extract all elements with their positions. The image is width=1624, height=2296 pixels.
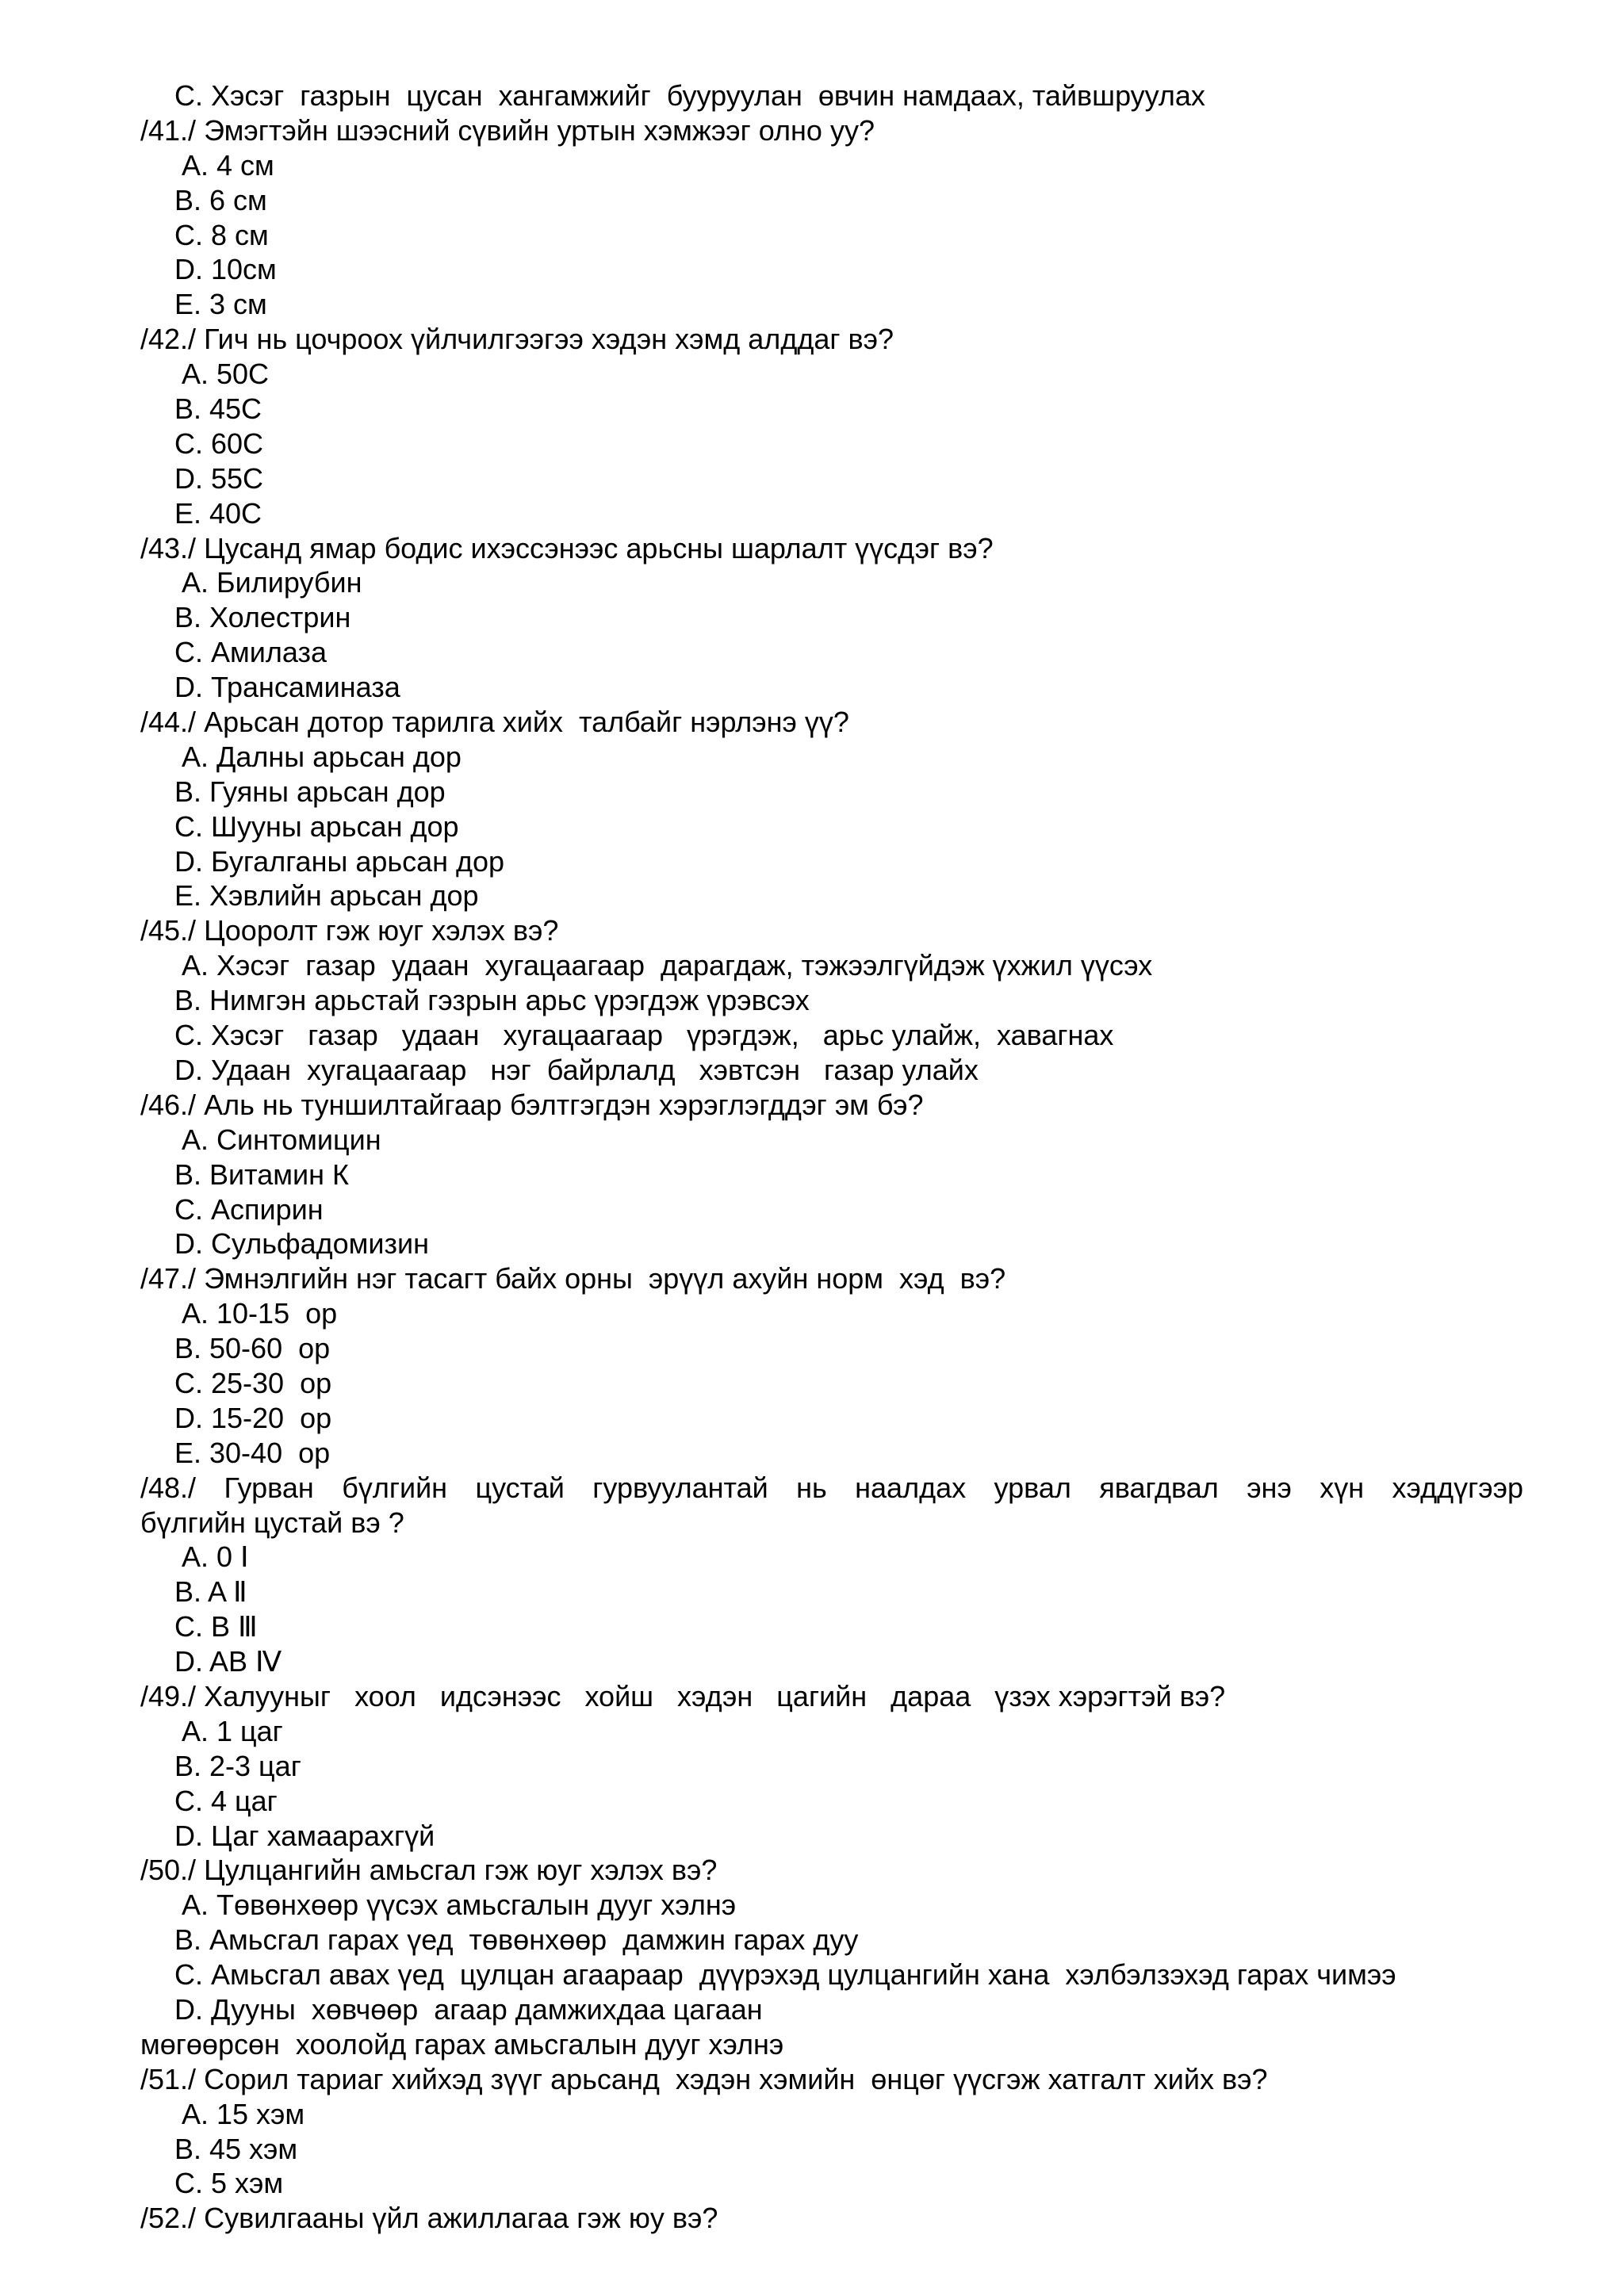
question-number: /51./ [140,2062,197,2095]
answer-option-c: C. 25-30 ор [174,1366,332,1399]
question-text: Арьсан дотор тарилга хийх талбайг нэрлэнэ үү? [204,706,849,739]
answer-option-d-continuation: мөгөөрсөн хоолойд гарах амьсгалын дууг хэлнэ [140,2027,784,2061]
answer-option-d: D. Цаг хамаарахгүй [174,1819,435,1852]
question-text-continuation: бүлгийн цустай вэ ? [140,1506,404,1539]
question-text: Халууныг хоол идсэнээс хойш хэдэн цагийн дараа үзэх хэрэгтэй вэ? [204,1679,1226,1712]
answer-option-c: C. 4 цаг [174,1784,278,1817]
question-text: Цусанд ямар бодис ихэссэнээс арьсны шарлалт үүсдэг вэ? [204,531,994,564]
answer-option-c: C. 5 хэм [174,2167,284,2200]
question-text: Сорил тариаг хийхэд зүүг арьсанд хэдэн хэмийн өнцөг үүсгэж хатгалт хийх вэ? [204,2062,1268,2095]
question-number: /45./ [140,914,197,947]
answer-option-d: D. 15-20 ор [174,1401,332,1434]
answer-option-b: B. 45C [174,392,262,426]
question-number: /47./ [140,1262,197,1295]
answer-option-e: E. 40C [174,496,262,530]
answer-option-b: B. Витамин К [174,1158,349,1191]
question-number: /41./ [140,113,197,147]
answer-option-b: B. Амьсгал гарах үед төвөнхөөр дамжин гарах дуу [174,1923,859,1957]
question-number: /42./ [140,323,197,356]
answer-option-b: B. Холестрин [174,601,351,634]
answer-option-c: C. Аспирин [174,1192,324,1226]
question-45 [0,913,1624,948]
answer-option-a: A. 1 цаг [182,1714,283,1747]
answer-option-b: B. Нимгэн арьстай гэзрын арьс үрэгдэж үрэвсэх [174,984,810,1017]
answer-option-b: B. 2-3 цаг [174,1749,301,1782]
answer-option-c: C. 60C [174,427,264,460]
answer-option-a: A. 4 см [182,148,274,182]
question-text: Цооролт гэж юуг хэлэх вэ? [204,914,559,947]
answer-option-c: C. 8 см [174,218,269,251]
question-48 [140,1471,1523,1506]
answer-option-a: A. Билирубин [182,566,362,599]
question-number: /48./ [140,1471,197,1504]
answer-option-d: D. Удаан хугацаагаар нэг байрлалд хэвтсэн газар улайх [174,1053,979,1086]
question-44 [0,705,1624,740]
answer-option-c: C. Амилаза [174,636,327,669]
answer-option-a: A. Төвөнхөөр үүсэх амьсгалын дууг хэлнэ [182,1888,737,1922]
answer-option-a: A. Далны арьсан дор [182,740,462,773]
answer-option-e: E. 30-40 ор [174,1436,331,1469]
answer-option-d: D. Дууны хөвчөөр агаар дамжихдаа цагаан [174,1992,763,2026]
question-47 [0,1261,1624,1296]
question-text: Гурван бүлгийн цустай гурвуулантай нь наалдах урвал явагдвал энэ хүн хэддүгээр [224,1471,1523,1504]
question-52 [0,2201,1624,2236]
answer-option-b: B. 6 см [174,183,267,216]
question-list [0,78,1624,2236]
answer-option-c: C. Хэсэг газар удаан хугацаагаар үрэгдэж, арьс улайж, хавагнах [174,1019,1114,1052]
answer-option-b: B. 45 хэм [174,2132,298,2165]
question-number: /43./ [140,531,197,564]
answer-option-d: D. 10см [174,253,277,286]
question-49 [0,1679,1624,1714]
question-number: /52./ [140,2202,197,2235]
answer-option-c: C. Шууны арьсан дор [174,809,459,843]
answer-option-b: B. 50-60 ор [174,1332,331,1365]
question-number: /50./ [140,1854,197,1887]
question-number: /46./ [140,1088,197,1121]
answer-option-e: E. 3 см [174,288,267,321]
answer-option-e: E. Хэвлийн арьсан дор [174,879,479,913]
answer-option-a: A. 15 хэм [182,2097,305,2130]
answer-option-d: D. Сульфадомизин [174,1227,429,1261]
answer-option-a: A. 50C [182,358,270,391]
answer-option-a: A. 0 Ⅰ [182,1540,249,1574]
answer-option-d: D. 55C [174,461,264,495]
carryover-option-c: C. Хэсэг газрын цусан хангамжийг бууруулан өвчин намдаах, тайвшруулах [174,79,1205,112]
question-text: Аль нь туншилтайгаар бэлтгэгдэн хэрэглэгддэг эм бэ? [204,1088,924,1121]
question-text: Гич нь цочроох үйлчилгээгээ хэдэн хэмд алддаг вэ? [204,323,894,356]
question-51 [0,2062,1624,2097]
question-number: /49./ [140,1679,197,1712]
question-number: /44./ [140,706,197,739]
answer-option-a: A. Синтомицин [182,1123,381,1156]
answer-option-a: A. Хэсэг газар удаан хугацаагаар дарагдаж, тэжээлгүйдэж үхжил үүсэх [182,949,1153,982]
answer-option-d: D. AB Ⅳ [174,1645,282,1678]
question-50 [0,1853,1624,1888]
answer-option-c: C. B Ⅲ [174,1610,258,1644]
answer-option-d: D. Трансаминаза [174,671,400,704]
answer-option-a: A. 10-15 ор [182,1297,338,1330]
answer-option-c: C. Амьсгал авах үед цулцан агаараар дүүрэхэд цулцангийн хана хэлбэлзэхэд гарах чимээ [174,1958,1396,1992]
question-text: Эмнэлгийн нэг тасагт байх орны эрүүл ахуйн норм хэд вэ? [204,1262,1006,1295]
answer-option-b: B. Гуяны арьсан дор [174,775,446,808]
answer-option-b: B. A Ⅱ [174,1575,247,1609]
question-text: Сувилгааны үйл ажиллагаа гэж юу вэ? [204,2202,718,2235]
question-text: Эмэгтэйн шээсний сүвийн уртын хэмжээг олно уу? [204,113,875,147]
question-text: Цулцангийн амьсгал гэж юуг хэлэх вэ? [204,1854,718,1887]
question-46 [0,1088,1624,1123]
question-43 [0,531,1624,566]
question-41 [0,113,1624,148]
question-42 [0,322,1624,357]
answer-option-d: D. Бугалганы арьсан дор [174,844,505,878]
